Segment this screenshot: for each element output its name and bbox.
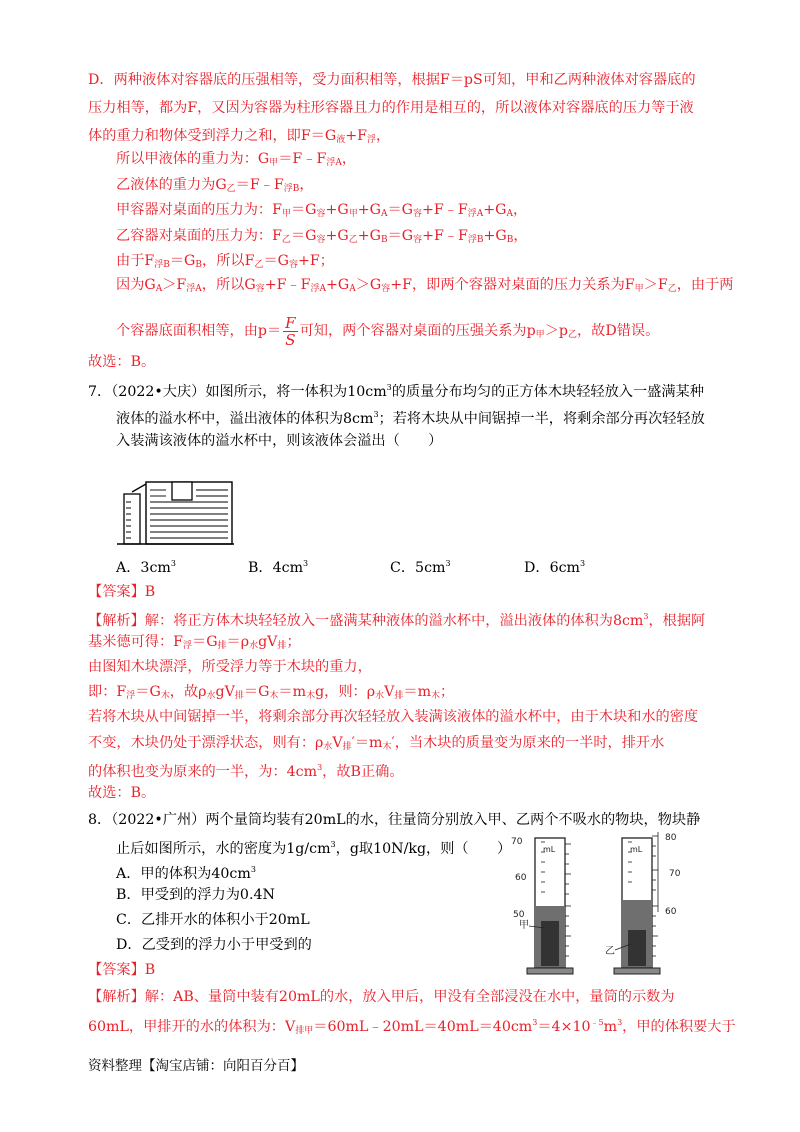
- text: V: [332, 735, 343, 751]
- text: 乙液体的重力为G: [116, 177, 227, 193]
- subscript: 乙: [348, 235, 358, 245]
- text: ＝ρ: [226, 634, 250, 650]
- text: A．甲的体积为40cm: [116, 866, 251, 882]
- subscript: 甲: [269, 158, 279, 168]
- label-jia: 甲: [519, 920, 529, 931]
- block-yi: [628, 930, 646, 966]
- analysis-line: 若将木块从中间锯掉一半，将剩余部分再次轻轻放入装满该液体的溢水杯中，由于木块和水的密度: [88, 709, 699, 725]
- text: ＝4×10: [537, 1019, 591, 1035]
- text: ′，当木块的质量变为原来的一半时，排开水: [391, 735, 665, 751]
- text: +F，即两个容器对桌面的压力关系为F: [390, 277, 635, 293]
- text: m: [603, 1019, 618, 1035]
- explanation-line: [116, 251, 334, 275]
- superscript: 3: [303, 559, 309, 568]
- superscript: ﹣5: [590, 1018, 604, 1027]
- text: 甲容器对桌面的压力为：F: [116, 202, 282, 218]
- option-b[interactable]: B．甲受到的浮力为0.4N: [116, 887, 275, 903]
- cylinder-left-tick-70: 70: [511, 837, 523, 847]
- wood-block: [172, 482, 192, 500]
- text: gV: [215, 684, 235, 700]
- text: ＝G: [135, 684, 161, 700]
- text: ＝G: [290, 202, 317, 218]
- option-a[interactable]: [116, 860, 256, 884]
- text: +F﹣F: [422, 228, 468, 244]
- subscript: 容: [255, 284, 265, 294]
- cylinder-right-tick-80: 80: [665, 833, 677, 843]
- small-beaker-marks: [126, 502, 131, 538]
- subscript: 甲: [535, 330, 545, 340]
- text: C．5cm: [390, 560, 446, 576]
- question-text: 8．（2022•广州）两个量筒均装有20mL的水，往量筒分别放入甲、乙两个不吸水的物块，物块静: [88, 812, 701, 828]
- superscript: 3: [580, 559, 586, 568]
- subscript: A: [380, 209, 388, 219]
- subscript: 木: [306, 691, 316, 701]
- fraction-denominator: S: [285, 330, 296, 349]
- text: ，: [341, 151, 357, 167]
- explanation-line: [116, 175, 314, 199]
- analysis-line: [88, 1013, 736, 1041]
- text: ＝F﹣F: [235, 177, 284, 193]
- text: 不变，木块仍处于漂浮状态，则有：ρ: [88, 735, 324, 751]
- text: +F；: [298, 253, 334, 269]
- superscript: 3: [373, 410, 379, 419]
- cylinder-left-unit: mL: [543, 845, 556, 854]
- text: 即：F: [88, 684, 127, 700]
- superscript: 3: [250, 865, 256, 874]
- text: +F: [345, 128, 367, 144]
- analysis-line: [88, 758, 404, 782]
- text: 因为G: [116, 277, 156, 293]
- text: g，则：ρ: [315, 684, 376, 700]
- subscript: 水: [249, 641, 259, 651]
- subscript: 容: [316, 235, 326, 245]
- explanation-line: [88, 126, 390, 150]
- text: ＞F: [162, 277, 187, 293]
- superscript: 3: [643, 612, 649, 621]
- text: 所以甲液体的重力为：G: [116, 151, 270, 167]
- subscript: 容: [413, 235, 423, 245]
- text: +F﹣F: [422, 202, 468, 218]
- text: ，所以F: [202, 253, 255, 269]
- answer-label: 【答案】B: [88, 584, 156, 600]
- subscript: A: [349, 284, 356, 294]
- subscript: 乙: [667, 284, 677, 294]
- superscript: 3: [532, 1018, 538, 1027]
- subscript: 浮B: [467, 235, 484, 245]
- text: ＝G: [169, 253, 196, 269]
- subscript: 排: [342, 742, 352, 752]
- subscript: 木: [382, 742, 392, 752]
- text: 【解析】解：将正方体木块轻轻放入一盛满某种液体的溢水杯中，溢出液体的体积为8cm: [88, 613, 644, 629]
- text: 7．（2022•大庆）如图所示，将一体积为10cm: [88, 384, 387, 400]
- subscript: 排: [394, 691, 404, 701]
- analysis-line: [88, 682, 454, 706]
- subscript: 浮: [182, 641, 192, 651]
- text: +G: [483, 202, 507, 218]
- text: 止后如图所示，水的密度为1g/cm: [116, 841, 331, 857]
- text: ＝m: [403, 684, 432, 700]
- superscript: 3: [330, 840, 336, 849]
- subscript: 排: [217, 641, 227, 651]
- analysis-line: 【解析】解：AB、量筒中装有20mL的水，放入甲后，甲没有全部浸没在水中，量筒的示数为: [88, 989, 675, 1005]
- subscript: A: [155, 284, 163, 294]
- option-d[interactable]: [524, 554, 585, 578]
- superscript: 3: [386, 383, 392, 392]
- analysis-line: [88, 632, 301, 656]
- choice-line: 故选：B。: [88, 785, 156, 801]
- question-text: [88, 378, 704, 402]
- fraction-numerator: F: [285, 313, 296, 332]
- subscript: 甲: [281, 209, 291, 219]
- subscript: 乙: [226, 184, 236, 194]
- text: ＝G: [290, 228, 317, 244]
- subscript: 甲: [634, 284, 644, 294]
- text: +G: [483, 228, 507, 244]
- text: 可知，两个容器对桌面的压强关系为p: [299, 323, 536, 339]
- subscript: 木: [160, 691, 170, 701]
- text: ，: [375, 128, 391, 144]
- text: ＞F: [643, 277, 668, 293]
- subscript: 容: [381, 284, 391, 294]
- text: ，故ρ: [169, 684, 207, 700]
- option-b[interactable]: [248, 554, 308, 578]
- subscript: 液: [336, 135, 346, 145]
- subscript: 木: [431, 691, 441, 701]
- text: ＞p: [544, 323, 568, 339]
- subscript: 浮: [366, 135, 376, 145]
- text: 基米德可得：F: [88, 634, 183, 650]
- question-text: [116, 405, 705, 429]
- subscript: 浮B: [283, 184, 300, 194]
- option-a[interactable]: [116, 554, 176, 578]
- choice-line: 故选：B。: [88, 354, 156, 370]
- subscript: 水: [323, 742, 333, 752]
- text: +F﹣F: [264, 277, 311, 293]
- text: ，: [513, 228, 528, 244]
- text: +G: [325, 277, 350, 293]
- subscript: 水: [375, 691, 385, 701]
- text: ＝F﹣F: [278, 151, 327, 167]
- explanation-line: [116, 226, 528, 250]
- subscript: 浮A: [310, 284, 326, 294]
- cylinder-left-tick-50: 50: [513, 910, 525, 920]
- subscript: 排甲: [295, 1026, 314, 1036]
- subscript: 浮B: [154, 260, 170, 270]
- explanation-line: [116, 275, 733, 299]
- text: ′＝m: [351, 735, 383, 751]
- label-yi: 乙: [605, 946, 615, 957]
- option-d[interactable]: D．乙受到的浮力小于甲受到的: [116, 937, 312, 953]
- text: ，: [513, 202, 528, 218]
- subscript: 容: [413, 209, 423, 219]
- text: ＝60mL﹣20mL＝40mL＝40cm: [313, 1019, 533, 1035]
- superscript: 3: [617, 1018, 623, 1027]
- explanation-line: D．两种液体对容器底的压强相等，受力面积相等，根据F＝pS可知，甲和乙两种液体对容器底的: [88, 72, 696, 88]
- subscript: 木: [269, 691, 279, 701]
- analysis-line: [88, 607, 705, 631]
- subscript: B: [506, 235, 514, 245]
- subscript: A: [506, 209, 514, 219]
- cylinder-right-tick-70: 70: [669, 869, 681, 879]
- analysis-line: [88, 733, 664, 757]
- cylinder-right-unit: mL: [630, 845, 643, 854]
- text: ＝G: [243, 684, 270, 700]
- subscript: 排: [234, 691, 244, 701]
- text: 60mL，甲排开的水的体积为：V: [88, 1019, 296, 1035]
- superscript: 3: [445, 559, 451, 568]
- text: gV: [258, 634, 278, 650]
- text: 的体积也变为原来的一半，为：4cm: [88, 764, 318, 780]
- overflow-cup-figure: [116, 472, 246, 546]
- subscript: 乙: [567, 330, 577, 340]
- text: ；: [440, 684, 455, 700]
- subscript: 浮A: [467, 209, 484, 219]
- text: ，g取10N/kg，则（ ）: [335, 841, 512, 857]
- subscript: B: [380, 235, 388, 245]
- explanation-line: [116, 149, 356, 173]
- text: +G: [325, 202, 349, 218]
- text: ＝G: [192, 634, 218, 650]
- question-text: 入装满该液体的溢水杯中，则该液体会溢出（ ）: [116, 433, 443, 449]
- subscript: 乙: [254, 260, 264, 270]
- text: ，根据阿: [648, 613, 706, 629]
- subscript: 甲: [348, 209, 358, 219]
- subscript: B: [195, 260, 203, 270]
- explanation-line: 压力相等，都为F，又因为容器为柱形容器且力的作用是相互的，所以液体对容器底的压力等于液: [88, 100, 694, 116]
- text: ，故D错误。: [576, 323, 660, 339]
- subscript: 容: [288, 260, 298, 270]
- text: 液体的溢水杯中，溢出液体的体积为8cm: [116, 411, 374, 427]
- explanation-line: [116, 314, 659, 352]
- text: 的质量分布均匀的正方体木块轻轻放入一盛满某种: [391, 384, 704, 400]
- text: ，甲的体积要大于: [622, 1019, 736, 1035]
- subscript: 浮A: [326, 158, 342, 168]
- cylinder-right-tick-60: 60: [665, 907, 677, 917]
- text: ，所以G: [201, 277, 256, 293]
- option-c[interactable]: [390, 554, 451, 578]
- cylinder-left: [511, 837, 573, 974]
- subscript: 浮: [126, 691, 136, 701]
- fraction: [283, 315, 297, 348]
- cylinder-left-base: [527, 968, 573, 974]
- superscript: 3: [317, 763, 323, 772]
- subscript: 乙: [281, 235, 291, 245]
- text: +G: [357, 202, 381, 218]
- text: ＝G: [387, 228, 414, 244]
- subscript: 水: [206, 691, 216, 701]
- page-footer: 资料整理【淘宝店铺：向阳百分百】: [88, 1058, 304, 1074]
- text: 乙容器对桌面的压力为：F: [116, 228, 282, 244]
- superscript: 3: [170, 559, 176, 568]
- measuring-cylinders-figure: [505, 832, 690, 978]
- option-c[interactable]: C．乙排开水的体积小于20mL: [116, 912, 310, 928]
- answer-label: 【答案】B: [88, 962, 156, 978]
- cylinder-right-base: [614, 968, 660, 974]
- text: B．4cm: [248, 560, 304, 576]
- text: ，: [299, 177, 314, 193]
- analysis-line: 由图知木块漂浮，所受浮力等于木块的重力，: [88, 659, 372, 675]
- subscript: 容: [316, 209, 326, 219]
- text: +G: [357, 228, 381, 244]
- text: D．6cm: [524, 560, 580, 576]
- cylinder-right: [605, 832, 681, 974]
- text: ；若将木块从中间锯掉一半，将剩余部分再次轻轻放: [378, 411, 705, 427]
- text: ；: [286, 634, 301, 650]
- text: ＝G: [263, 253, 289, 269]
- subscript: 排: [277, 641, 287, 651]
- text: ＝m: [278, 684, 307, 700]
- text: ，故B正确。: [322, 764, 404, 780]
- text: ＝G: [387, 202, 413, 218]
- text: ，由于两: [676, 277, 734, 293]
- spout: [132, 484, 146, 492]
- explanation-line: [116, 200, 527, 224]
- question-text: [116, 835, 511, 859]
- subscript: 浮A: [186, 284, 202, 294]
- text: ＞G: [355, 277, 382, 293]
- cylinder-left-tick-60: 60: [515, 873, 527, 883]
- text: 个容器底面积相等，由p＝: [116, 323, 282, 339]
- text: 由于F: [116, 253, 155, 269]
- text: V: [384, 684, 395, 700]
- text: 体的重力和物体受到浮力之和，即F＝G: [88, 128, 337, 144]
- text: A．3cm: [116, 560, 171, 576]
- text: +G: [325, 228, 349, 244]
